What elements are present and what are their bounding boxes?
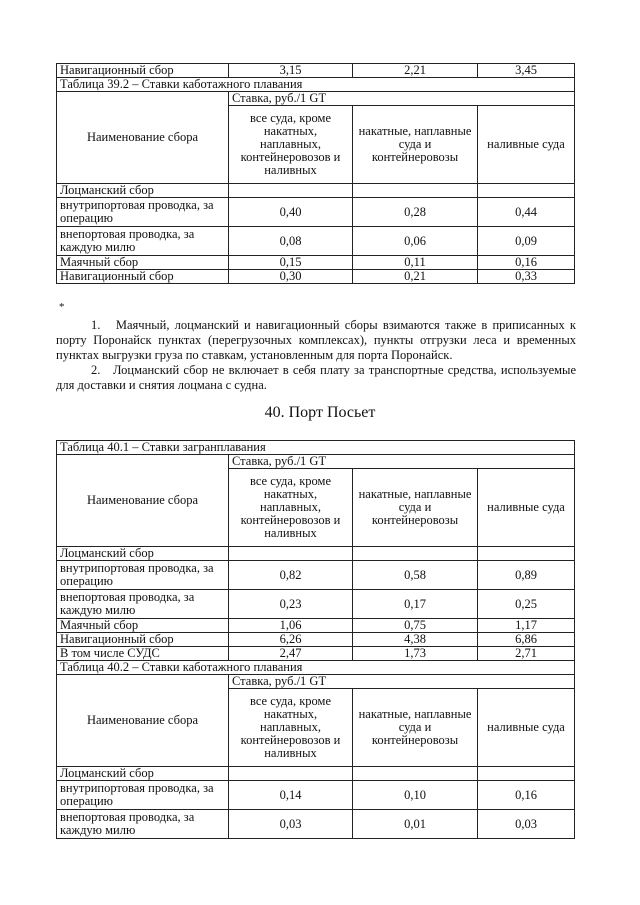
- name-header: Наименование сбора: [57, 455, 229, 547]
- table-caption: Таблица 40.2 – Ставки каботажного плавания: [57, 661, 575, 675]
- cell-value: 3,15: [229, 64, 353, 78]
- row-name: Маячный сбор: [57, 256, 229, 270]
- rate-header: Ставка, руб./1 GT: [229, 92, 575, 106]
- cell-value: 0,25: [478, 590, 575, 619]
- col2-header: накатные, наплавные суда и контейнеровозы: [353, 469, 478, 547]
- cell-value: 0,08: [229, 227, 353, 256]
- col2-header: накатные, наплавные суда и контейнеровозы: [353, 689, 478, 767]
- row-name: внепортовая проводка, за каждую милю: [57, 590, 229, 619]
- col1-header: все суда, кроме накатных, наплавных, контейнеровозов и наливных: [229, 469, 353, 547]
- row-name: Маячный сбор: [57, 619, 229, 633]
- section-title: 40. Порт Посьет: [264, 404, 376, 421]
- row-name: внутрипортовая проводка, за операцию: [57, 561, 229, 590]
- cell-value: 2,21: [353, 64, 478, 78]
- cell-value: 0,23: [229, 590, 353, 619]
- row-name: внепортовая проводка, за каждую милю: [57, 810, 229, 839]
- note-2: 2. Лоцманский сбор не включает в себя плату за транспортные средства, используемые для доставки и снятия лоцмана с судна.: [56, 363, 576, 392]
- cell-value: 6,86: [478, 633, 575, 647]
- col3-header: наливные суда: [478, 469, 575, 547]
- footnote-marker: *: [59, 301, 65, 313]
- cell-value: 0,17: [353, 590, 478, 619]
- table-row: [57, 590, 575, 619]
- cell-value: 1,17: [478, 619, 575, 633]
- row-name: внепортовая проводка, за каждую милю: [57, 227, 229, 256]
- name-header: Наименование сбора: [57, 675, 229, 767]
- cell-value: 0,11: [353, 256, 478, 270]
- table-row: [57, 270, 575, 284]
- cell-value: 0,28: [353, 198, 478, 227]
- row-name: Навигационный сбор: [57, 270, 229, 284]
- table-row: [57, 810, 575, 839]
- table-row: [57, 256, 575, 270]
- row-name: Навигационный сбор: [57, 633, 229, 647]
- table-row: [57, 633, 575, 647]
- cell-value: 0,89: [478, 561, 575, 590]
- cell-value: 1,73: [353, 647, 478, 661]
- cell-value: 0,14: [229, 781, 353, 810]
- cell-value: 0,15: [229, 256, 353, 270]
- table-39: [56, 63, 575, 284]
- cell-value: 0,01: [353, 810, 478, 839]
- cell-value: 2,71: [478, 647, 575, 661]
- table-row: [57, 561, 575, 590]
- table-40: [56, 440, 575, 839]
- cell-value: 0,44: [478, 198, 575, 227]
- cell-value: 1,06: [229, 619, 353, 633]
- cell-value: 0,16: [478, 256, 575, 270]
- col3-header: наливные суда: [478, 106, 575, 184]
- pilot-label: Лоцманский сбор: [57, 184, 229, 198]
- cell-value: 0,58: [353, 561, 478, 590]
- table-row: [57, 781, 575, 810]
- table-caption: Таблица 39.2 – Ставки каботажного плавания: [57, 78, 575, 92]
- cell-value: 0,21: [353, 270, 478, 284]
- cell-value: 4,38: [353, 633, 478, 647]
- cell-value: 0,03: [478, 810, 575, 839]
- cell-value: 0,10: [353, 781, 478, 810]
- table-row: [57, 619, 575, 633]
- cell-value: 0,33: [478, 270, 575, 284]
- row-name: внутрипортовая проводка, за операцию: [57, 781, 229, 810]
- cell-value: 3,45: [478, 64, 575, 78]
- table-row: [57, 198, 575, 227]
- cell-value: 0,16: [478, 781, 575, 810]
- col1-header: все суда, кроме накатных, наплавных, контейнеровозов и наливных: [229, 106, 353, 184]
- cell-value: 0,09: [478, 227, 575, 256]
- rate-header: Ставка, руб./1 GT: [229, 455, 575, 469]
- cell-value: 0,40: [229, 198, 353, 227]
- cell-value: 2,47: [229, 647, 353, 661]
- pilot-label: Лоцманский сбор: [57, 767, 229, 781]
- notes: [56, 318, 576, 393]
- cell-value: 0,82: [229, 561, 353, 590]
- row-name: Навигационный сбор: [57, 64, 229, 78]
- table-caption: Таблица 40.1 – Ставки загранплавания: [57, 441, 575, 455]
- pilot-label: Лоцманский сбор: [57, 547, 229, 561]
- cell-value: 0,03: [229, 810, 353, 839]
- cell-value: 0,30: [229, 270, 353, 284]
- col3-header: наливные суда: [478, 689, 575, 767]
- row-name: В том числе СУДС: [57, 647, 229, 661]
- col2-header: накатные, наплавные суда и контейнеровозы: [353, 106, 478, 184]
- table-row: [57, 64, 575, 78]
- cell-value: 6,26: [229, 633, 353, 647]
- col1-header: все суда, кроме накатных, наплавных, контейнеровозов и наливных: [229, 689, 353, 767]
- note-1: 1. Маячный, лоцманский и навигационный сборы взимаются также в приписанных к порту Поронайск пунктах (перегрузочных комплексах), пункты отгрузки леса и временных пунктах выгрузки груза по ставкам, установленным для порта Поронайск.: [56, 318, 576, 362]
- row-name: внутрипортовая проводка, за операцию: [57, 198, 229, 227]
- table-row: [57, 647, 575, 661]
- table-row: [57, 227, 575, 256]
- cell-value: 0,75: [353, 619, 478, 633]
- name-header: Наименование сбора: [57, 92, 229, 184]
- rate-header: Ставка, руб./1 GT: [229, 675, 575, 689]
- cell-value: 0,06: [353, 227, 478, 256]
